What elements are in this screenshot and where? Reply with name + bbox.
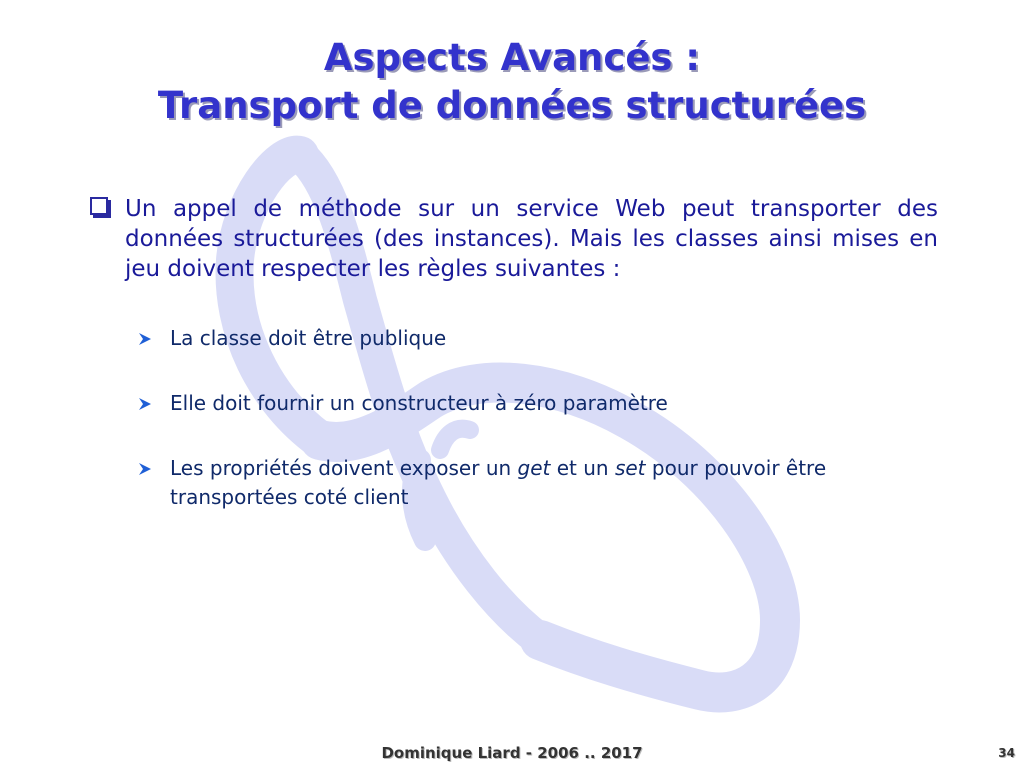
arrow-right-icon — [138, 462, 152, 476]
arrow-right-icon — [138, 397, 152, 411]
sub-bullet-list — [88, 324, 938, 512]
main-bullet-text: Un appel de méthode sur un service Web peut transporter des données structurées (des instances). Mais les classes ainsi mises en jeu doivent respecter les règles suivantes : — [125, 196, 938, 282]
sub-bullet-text-1: La classe doit être publique — [170, 326, 447, 350]
sub-bullet-item — [138, 454, 890, 512]
sub-bullet-text-3b: et un — [550, 456, 615, 480]
square-box-icon — [90, 197, 108, 215]
sub-bullet-text-3a: Les propriétés doivent exposer un — [170, 456, 518, 480]
sub-bullet-item — [138, 389, 890, 418]
footer-author: Dominique Liard - 2006 .. 2017 — [381, 744, 643, 762]
sub-bullet-set-keyword: set — [614, 456, 646, 480]
main-bullet — [88, 194, 938, 284]
slide-title-line1: Aspects Avancés : — [323, 36, 701, 79]
sub-bullet-item — [138, 324, 890, 353]
sub-bullet-text-2: Elle doit fournir un constructeur à zéro paramètre — [170, 391, 668, 415]
slide-content — [88, 194, 938, 512]
sub-bullet-text-3c: pour pouvoir être transportées coté client — [170, 456, 827, 509]
page-number: 34 — [998, 746, 1015, 760]
sub-bullet-get-keyword: get — [517, 456, 551, 480]
arrow-right-icon — [138, 332, 152, 346]
slide-title — [0, 34, 1024, 130]
slide-title-line2: Transport de données structurées — [157, 84, 867, 127]
